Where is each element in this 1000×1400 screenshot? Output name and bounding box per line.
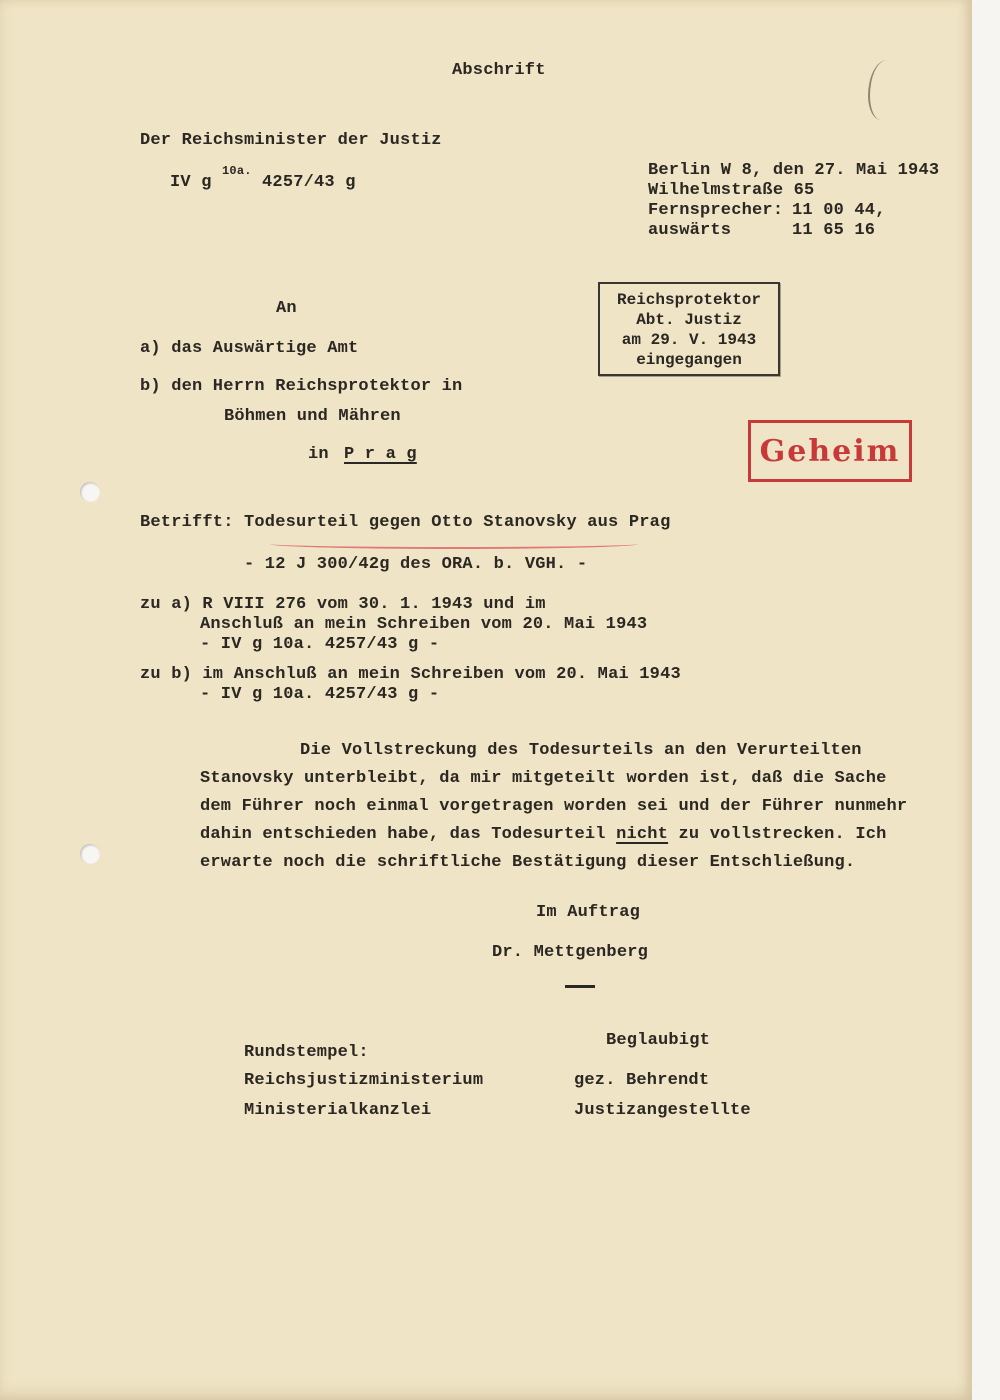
in-label: in: [308, 445, 329, 464]
sender: Der Reichsminister der Justiz: [140, 131, 442, 150]
recipient-b-line-2: Böhmen und Mähren: [224, 407, 401, 426]
zu-a-line-1: zu a) R VIII 276 vom 30. 1. 1943 und im: [140, 595, 546, 614]
punch-hole-top: [80, 482, 100, 502]
signatory: Dr. Mettgenberg: [492, 943, 649, 962]
place-date: Berlin W 8, den 27. Mai 1943: [648, 161, 940, 180]
stamp-line-1: Reichsprotektor: [616, 291, 762, 309]
phone-ext-label: auswärts: [648, 221, 732, 240]
phone-label: Fernsprecher:: [648, 201, 784, 220]
receipt-stamp: [598, 282, 780, 376]
recipient-b-line-1: b) den Herrn Reichsprotektor in: [140, 377, 463, 396]
punch-hole-bottom: [80, 844, 100, 864]
zu-b-line-2: - IV g 10a. 4257/43 g -: [200, 685, 440, 704]
phone-ext: 11 65 16: [792, 221, 876, 240]
doc-title: Abschrift: [452, 61, 546, 80]
stamp-line-2: Abt. Justiz: [636, 311, 742, 329]
street-address: Wilhelmstraße 65: [648, 181, 815, 200]
body-line-4-post: zu vollstrecken. Ich: [668, 825, 887, 844]
seal-line-2: Ministerialkanzlei: [244, 1101, 432, 1120]
body-line-3: dem Führer noch einmal vorgetragen worden sei und der Führer nunmehr: [200, 797, 908, 816]
stamp-line-3: am 29. V. 1943: [621, 331, 757, 349]
zu-a-line-3: - IV g 10a. 4257/43 g -: [200, 635, 440, 654]
subject-label: Betrifft:: [140, 513, 234, 532]
certification-label: Beglaubigt: [606, 1031, 711, 1050]
body-line-4-emphasis: nicht: [616, 825, 669, 844]
ref-sup: 10a.: [222, 164, 252, 179]
ref-suffix: 4257/43 g: [251, 173, 356, 192]
signature-dash: [565, 985, 595, 988]
recipient-a: a) das Auswärtige Amt: [140, 339, 359, 358]
to-label: An: [276, 299, 297, 318]
certification-line-1: gez. Behrendt: [574, 1071, 710, 1090]
seal-label: Rundstempel:: [244, 1043, 369, 1062]
seal-line-1: Reichsjustizministerium: [244, 1071, 484, 1090]
body-line-5: erwarte noch die schriftliche Bestätigung dieser Entschließung.: [200, 853, 856, 872]
closing: Im Auftrag: [536, 903, 641, 922]
body-line-4-pre: dahin entschieden habe, das Todesurteil: [200, 825, 617, 844]
certification-line-2: Justizangestellte: [574, 1101, 751, 1120]
body-line-2: Stanovsky unterbleibt, da mir mitgeteilt worden ist, daß die Sache: [200, 769, 887, 788]
zu-a-line-2: Anschluß an mein Schreiben vom 20. Mai 1943: [200, 615, 648, 634]
pencil-mark: [868, 60, 900, 120]
body-line-1: Die Vollstreckung des Todesurteils an den Verurteilten: [300, 741, 862, 760]
secret-stamp-text: Geheim: [759, 433, 901, 469]
reference-number: [170, 164, 356, 194]
stamp-line-4: eingegangen: [636, 351, 742, 369]
body-line-4: [200, 824, 887, 846]
phone-local: 11 00 44,: [792, 201, 886, 220]
secret-stamp: [748, 420, 912, 482]
case-reference: - 12 J 300/42g des ORA. b. VGH. -: [244, 555, 588, 574]
subject: Todesurteil gegen Otto Stanovsky aus Prag: [244, 513, 671, 532]
city: P r a g: [344, 445, 417, 464]
red-pencil-underline: [270, 539, 638, 549]
background-edge: [972, 0, 1000, 1400]
ref-prefix: IV g: [170, 173, 223, 192]
zu-b-line-1: zu b) im Anschluß an mein Schreiben vom 20. Mai 1943: [140, 665, 681, 684]
